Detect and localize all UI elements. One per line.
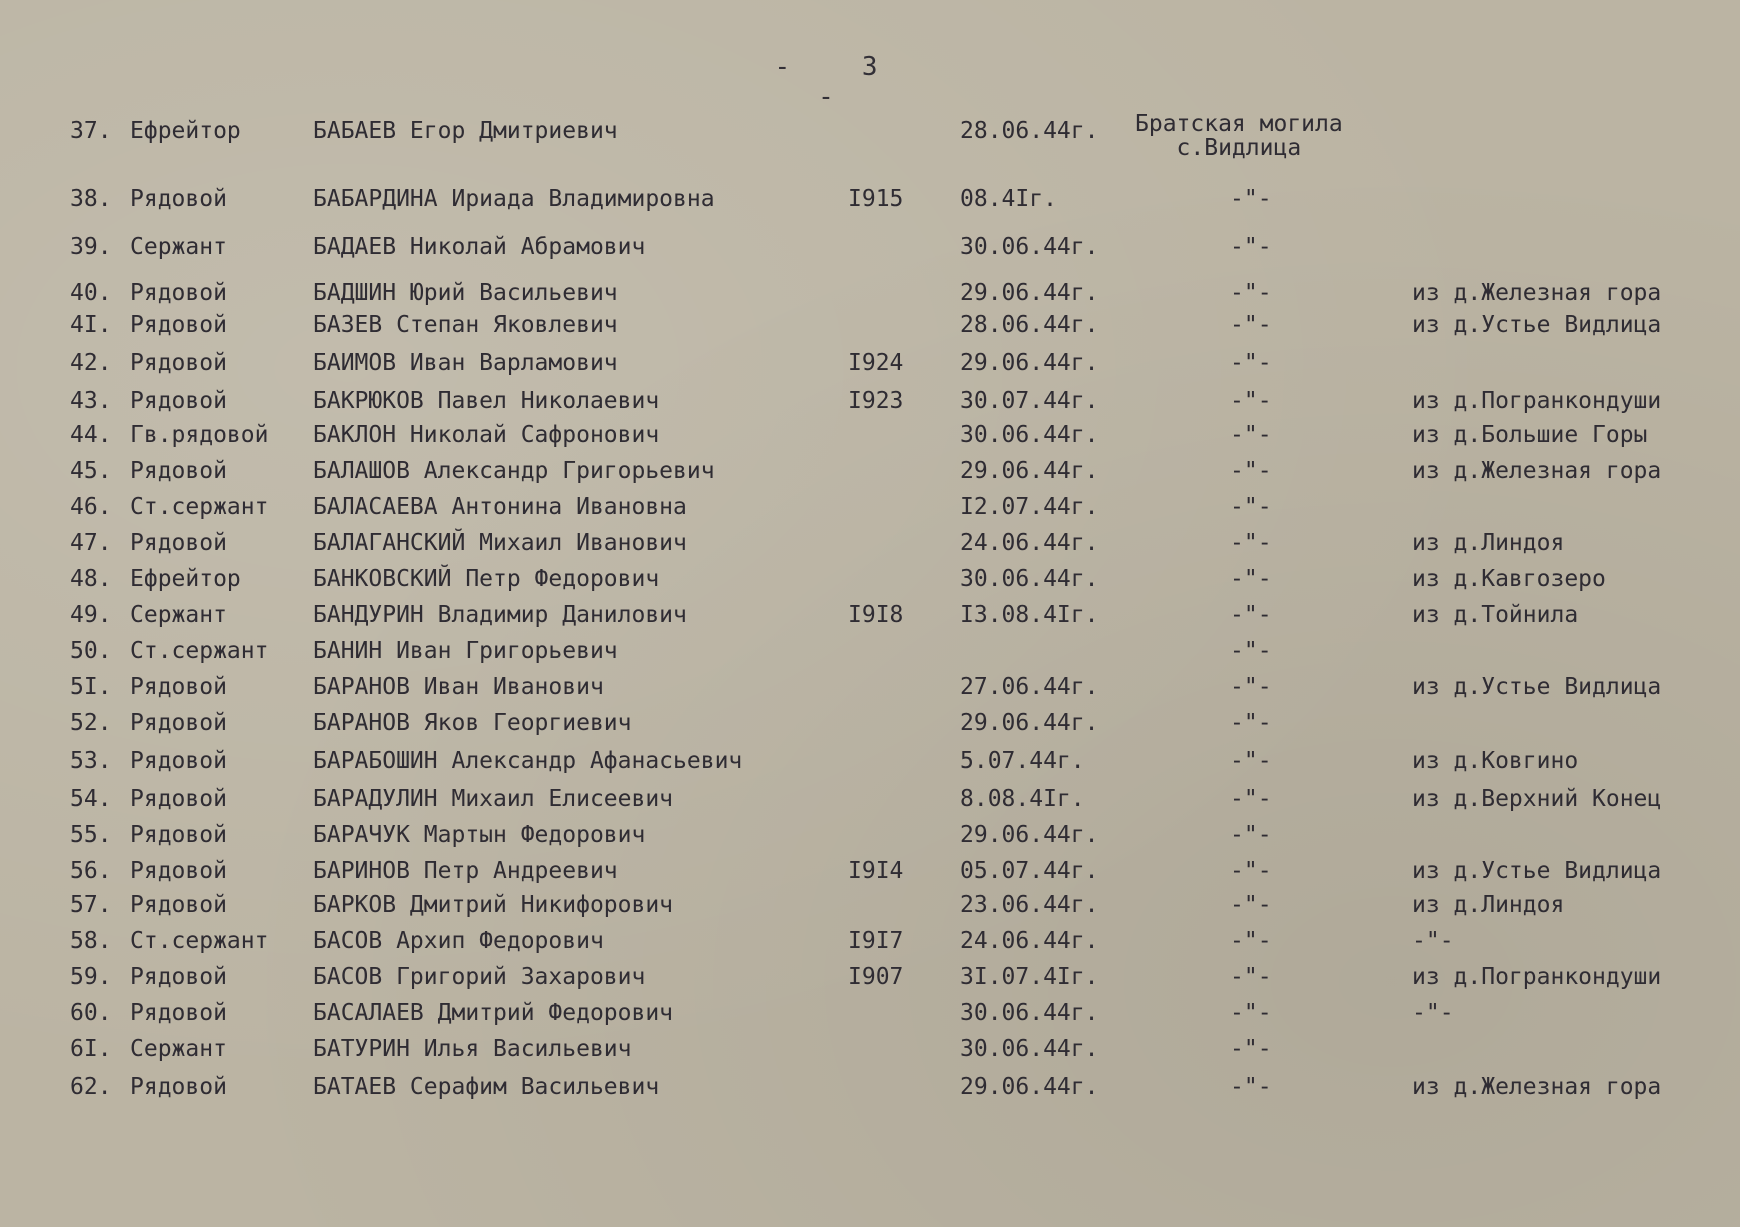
cell-rank: Рядовой: [130, 458, 227, 484]
cell-name: БАРАНОВ Иван Иванович: [313, 674, 604, 700]
cell-name: БАСОВ Григорий Захарович: [313, 964, 646, 990]
cell-name: БАРКОВ Дмитрий Никифорович: [313, 892, 674, 918]
cell-rank: Рядовой: [130, 1074, 227, 1100]
cell-rank: Ст.сержант: [130, 494, 269, 520]
cell-burial: -"-: [1230, 494, 1272, 520]
table-row: [0, 118, 1740, 154]
cell-date: 05.07.44г.: [960, 858, 1099, 884]
cell-year: I9I7: [848, 928, 904, 954]
cell-date: 8.08.4Iг.: [960, 786, 1085, 812]
cell-num: 39.: [70, 234, 112, 260]
cell-from: из д.Линдоя: [1412, 530, 1565, 556]
cell-year: I9I8: [848, 602, 904, 628]
cell-rank: Ст.сержант: [130, 638, 269, 664]
cell-num: 42.: [70, 350, 112, 376]
cell-name: БАРАЧУК Мартын Федорович: [313, 822, 646, 848]
cell-num: 53.: [70, 748, 112, 774]
cell-num: 40.: [70, 280, 112, 306]
cell-from: из д.Железная гора: [1412, 280, 1662, 306]
table-row: [0, 280, 1740, 316]
table-row: [0, 234, 1740, 270]
cell-year: I923: [848, 388, 904, 414]
table-row: [0, 1036, 1740, 1072]
mass-grave-line1: Братская могила: [1135, 111, 1343, 137]
cell-burial: -"-: [1230, 388, 1272, 414]
cell-burial: -"-: [1230, 748, 1272, 774]
cell-num: 37.: [70, 118, 112, 144]
cell-num: 57.: [70, 892, 112, 918]
table-row: [0, 928, 1740, 964]
cell-num: 47.: [70, 530, 112, 556]
cell-date: 29.06.44г.: [960, 1074, 1099, 1100]
cell-from: -"-: [1412, 928, 1454, 954]
cell-from: из д.Погранкондуши: [1412, 388, 1662, 414]
cell-num: 43.: [70, 388, 112, 414]
cell-num: 55.: [70, 822, 112, 848]
cell-burial: -"-: [1230, 1036, 1272, 1062]
cell-name: БАБАРДИНА Ириада Владимировна: [313, 186, 715, 212]
cell-from: из д.Ковгино: [1412, 748, 1579, 774]
table-row: [0, 350, 1740, 386]
cell-burial: -"-: [1230, 530, 1272, 556]
cell-num: 54.: [70, 786, 112, 812]
cell-date: 30.06.44г.: [960, 422, 1099, 448]
cell-rank: Рядовой: [130, 892, 227, 918]
table-row: [0, 422, 1740, 458]
cell-num: 52.: [70, 710, 112, 736]
cell-name: БАДШИН Юрий Васильевич: [313, 280, 618, 306]
cell-burial: -"-: [1230, 892, 1272, 918]
cell-rank: Ефрейтор: [130, 118, 241, 144]
cell-from: из д.Тойнила: [1412, 602, 1579, 628]
cell-burial: -"-: [1230, 710, 1272, 736]
cell-rank: Рядовой: [130, 280, 227, 306]
cell-from: из д.Кавгозеро: [1412, 566, 1606, 592]
table-row: [0, 822, 1740, 858]
cell-name: БАЛАГАНСКИЙ Михаил Иванович: [313, 530, 687, 556]
cell-from: из д.Железная гора: [1412, 1074, 1662, 1100]
cell-name: БАРИНОВ Петр Андреевич: [313, 858, 618, 884]
cell-rank: Рядовой: [130, 1000, 227, 1026]
cell-burial: -"-: [1230, 822, 1272, 848]
cell-date: 30.06.44г.: [960, 566, 1099, 592]
cell-date: 30.06.44г.: [960, 1000, 1099, 1026]
cell-num: 60.: [70, 1000, 112, 1026]
cell-burial: -"-: [1230, 312, 1272, 338]
cell-date: 29.06.44г.: [960, 350, 1099, 376]
page-number: - 3 -: [774, 52, 906, 112]
cell-date: 28.06.44г.: [960, 118, 1099, 144]
cell-rank: Рядовой: [130, 710, 227, 736]
cell-name: БАЗЕВ Степан Яковлевич: [313, 312, 618, 338]
cell-date: 23.06.44г.: [960, 892, 1099, 918]
cell-num: 44.: [70, 422, 112, 448]
cell-from: из д.Устье Видлица: [1412, 858, 1662, 884]
cell-rank: Сержант: [130, 234, 227, 260]
cell-rank: Рядовой: [130, 748, 227, 774]
cell-num: 6I.: [70, 1036, 112, 1062]
cell-name: БАЛАСАЕВА Антонина Ивановна: [313, 494, 687, 520]
cell-rank: Рядовой: [130, 858, 227, 884]
table-row: [0, 458, 1740, 494]
cell-date: 30.06.44г.: [960, 234, 1099, 260]
cell-burial: -"-: [1230, 458, 1272, 484]
cell-from: из д.Устье Видлица: [1412, 312, 1662, 338]
cell-num: 49.: [70, 602, 112, 628]
cell-burial: -"-: [1230, 1000, 1272, 1026]
cell-from: из д.Большие Горы: [1412, 422, 1648, 448]
table-row: [0, 602, 1740, 638]
cell-rank: Рядовой: [130, 186, 227, 212]
cell-num: 50.: [70, 638, 112, 664]
cell-name: БАБАЕВ Егор Дмитриевич: [313, 118, 618, 144]
cell-num: 59.: [70, 964, 112, 990]
cell-burial: -"-: [1230, 928, 1272, 954]
cell-burial: -"-: [1230, 638, 1272, 664]
table-row: [0, 786, 1740, 822]
cell-rank: Рядовой: [130, 530, 227, 556]
cell-burial: -"-: [1230, 786, 1272, 812]
cell-from: из д.Погранкондуши: [1412, 964, 1662, 990]
cell-date: 29.06.44г.: [960, 822, 1099, 848]
cell-name: БАНИН Иван Григорьевич: [313, 638, 618, 664]
cell-num: 38.: [70, 186, 112, 212]
cell-from: из д.Устье Видлица: [1412, 674, 1662, 700]
cell-from: -"-: [1412, 1000, 1454, 1026]
table-row: [0, 674, 1740, 710]
cell-date: 29.06.44г.: [960, 458, 1099, 484]
cell-name: БАНДУРИН Владимир Данилович: [313, 602, 687, 628]
cell-rank: Гв.рядовой: [130, 422, 269, 448]
table-row: [0, 566, 1740, 602]
table-row: [0, 858, 1740, 894]
table-row: [0, 710, 1740, 746]
cell-burial: -"-: [1230, 280, 1272, 306]
cell-burial: -"-: [1230, 602, 1272, 628]
cell-rank: Рядовой: [130, 786, 227, 812]
cell-date: 08.4Iг.: [960, 186, 1057, 212]
cell-rank: Рядовой: [130, 312, 227, 338]
cell-burial: -"-: [1230, 234, 1272, 260]
cell-date: 28.06.44г.: [960, 312, 1099, 338]
cell-num: 48.: [70, 566, 112, 592]
cell-name: БАИМОВ Иван Варламович: [313, 350, 618, 376]
cell-year: I915: [848, 186, 904, 212]
cell-num: 5I.: [70, 674, 112, 700]
cell-date: 3I.07.4Iг.: [960, 964, 1099, 990]
cell-burial: -"-: [1230, 566, 1272, 592]
cell-date: 27.06.44г.: [960, 674, 1099, 700]
table-row: [0, 964, 1740, 1000]
cell-name: БАЛАШОВ Александр Григорьевич: [313, 458, 715, 484]
table-row: [0, 638, 1740, 674]
cell-date: 29.06.44г.: [960, 280, 1099, 306]
cell-year: I9I4: [848, 858, 904, 884]
table-row: [0, 1074, 1740, 1110]
cell-burial: -"-: [1230, 422, 1272, 448]
cell-name: БАКЛОН Николай Сафронович: [313, 422, 660, 448]
cell-date: I3.08.4Iг.: [960, 602, 1099, 628]
table-row: [0, 388, 1740, 424]
cell-rank: Рядовой: [130, 964, 227, 990]
table-row: [0, 892, 1740, 928]
cell-rank: Рядовой: [130, 350, 227, 376]
cell-year: I907: [848, 964, 904, 990]
table-row: [0, 186, 1740, 222]
cell-burial: -"-: [1230, 674, 1272, 700]
cell-date: 24.06.44г.: [960, 928, 1099, 954]
cell-burial: -"-: [1230, 1074, 1272, 1100]
cell-rank: Рядовой: [130, 388, 227, 414]
cell-rank: Сержант: [130, 602, 227, 628]
cell-burial: -"-: [1230, 858, 1272, 884]
cell-date: 29.06.44г.: [960, 710, 1099, 736]
table-row: [0, 530, 1740, 566]
cell-num: 4I.: [70, 312, 112, 338]
cell-date: 30.07.44г.: [960, 388, 1099, 414]
cell-rank: Ст.сержант: [130, 928, 269, 954]
cell-rank: Рядовой: [130, 822, 227, 848]
cell-name: БАРАДУЛИН Михаил Елисеевич: [313, 786, 674, 812]
cell-name: БАТУРИН Илья Васильевич: [313, 1036, 632, 1062]
cell-from: из д.Верхний Конец: [1412, 786, 1662, 812]
cell-num: 45.: [70, 458, 112, 484]
cell-date: I2.07.44г.: [960, 494, 1099, 520]
cell-rank: Ефрейтор: [130, 566, 241, 592]
cell-rank: Рядовой: [130, 674, 227, 700]
cell-name: БАДАЕВ Николай Абрамович: [313, 234, 646, 260]
cell-name: БАРАНОВ Яков Георгиевич: [313, 710, 632, 736]
cell-burial: -"-: [1230, 186, 1272, 212]
cell-name: БАСОВ Архип Федорович: [313, 928, 604, 954]
table-row: [0, 1000, 1740, 1036]
table-row: [0, 494, 1740, 530]
cell-date: 24.06.44г.: [960, 530, 1099, 556]
cell-num: 46.: [70, 494, 112, 520]
mass-grave-line2: с.Видлица: [1176, 135, 1302, 161]
cell-date: 30.06.44г.: [960, 1036, 1099, 1062]
cell-from: из д.Линдоя: [1412, 892, 1565, 918]
cell-name: БАКРЮКОВ Павел Николаевич: [313, 388, 660, 414]
cell-name: БАТАЕВ Серафим Васильевич: [313, 1074, 660, 1100]
cell-date: 5.07.44г.: [960, 748, 1085, 774]
cell-name: БАСАЛАЕВ Дмитрий Федорович: [313, 1000, 674, 1026]
cell-burial: -"-: [1230, 964, 1272, 990]
cell-name: БАРАБОШИН Александр Афанасьевич: [313, 748, 743, 774]
cell-from: из д.Железная гора: [1412, 458, 1662, 484]
cell-num: 56.: [70, 858, 112, 884]
cell-num: 58.: [70, 928, 112, 954]
cell-rank: Сержант: [130, 1036, 227, 1062]
cell-burial: -"-: [1230, 350, 1272, 376]
table-row: [0, 312, 1740, 348]
cell-name: БАНКОВСКИЙ Петр Федорович: [313, 566, 660, 592]
table-row: [0, 748, 1740, 784]
cell-year: I924: [848, 350, 904, 376]
cell-num: 62.: [70, 1074, 112, 1100]
